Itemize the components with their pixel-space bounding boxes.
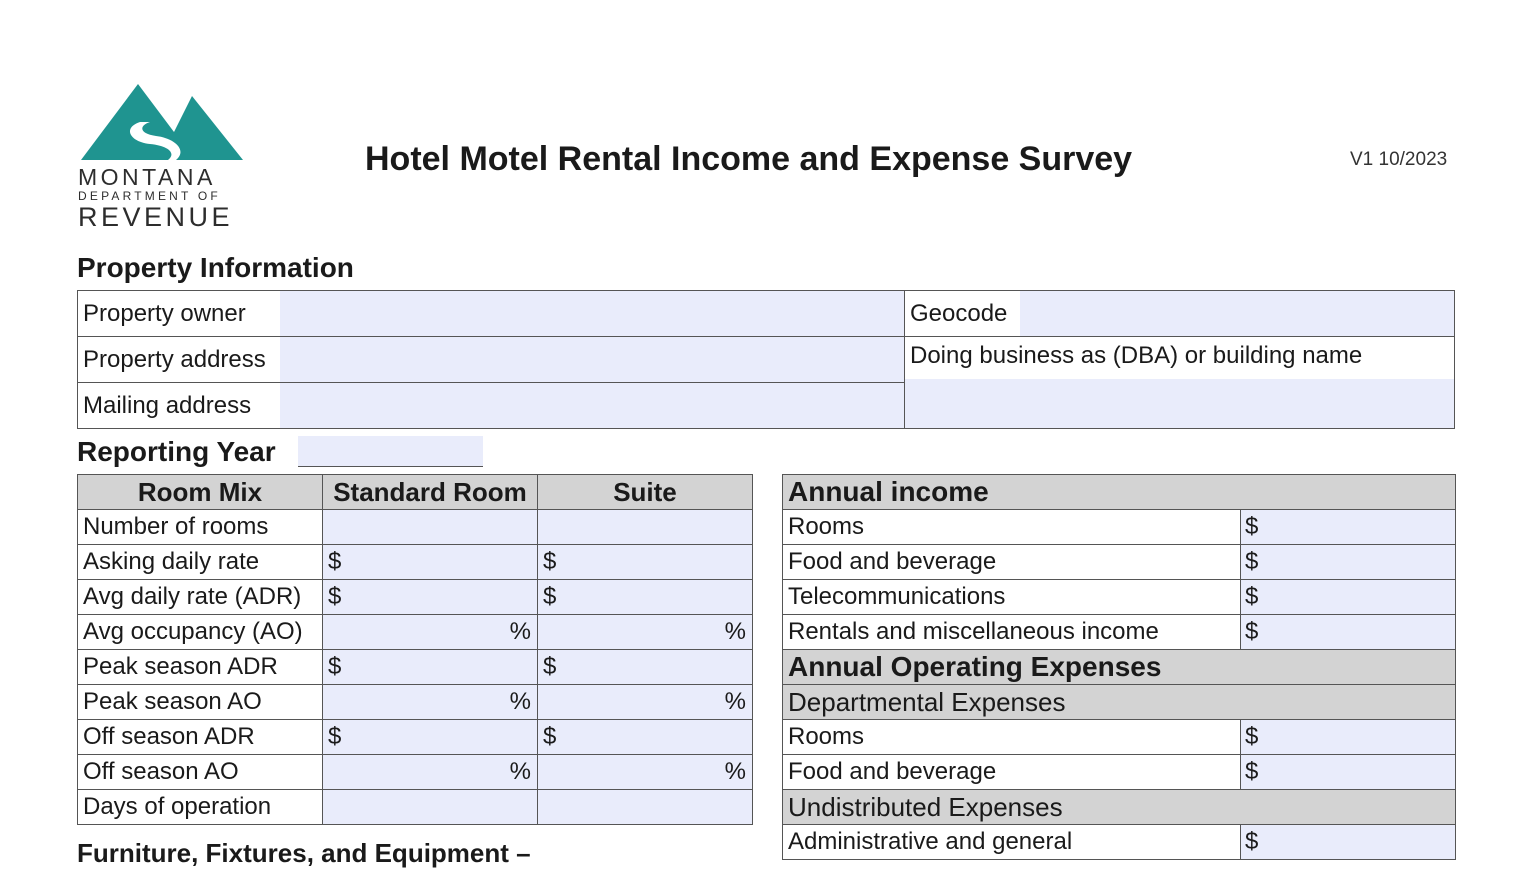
standard-asking-rate-field[interactable]: [323, 545, 538, 580]
row-label: Food and beverage: [783, 755, 1241, 790]
property-address-field[interactable]: [280, 337, 904, 382]
standard-ao-field[interactable]: [323, 615, 538, 650]
version-label: V1 10/2023: [1350, 149, 1448, 170]
expense-rooms-field[interactable]: [1241, 720, 1456, 755]
row-label: Rentals and miscellaneous income: [783, 615, 1241, 650]
percent-suffix: %: [724, 758, 746, 785]
percent-suffix: %: [724, 618, 746, 645]
logo-line-revenue: REVENUE: [78, 202, 234, 232]
row-label: Peak season ADR: [78, 650, 323, 685]
logo-line-montana: MONTANA: [78, 164, 216, 190]
percent-suffix: %: [509, 688, 531, 715]
expense-food-field[interactable]: [1241, 755, 1456, 790]
table-row: [783, 720, 1456, 755]
suite-peak-adr-field[interactable]: [538, 650, 753, 685]
operating-expenses-heading: Annual Operating Expenses: [783, 650, 1456, 685]
row-label: Rooms: [783, 510, 1241, 545]
table-row: [783, 615, 1456, 650]
suite-number-of-rooms-field[interactable]: [538, 510, 753, 545]
room-mix-table: [77, 474, 753, 825]
table-row: [783, 755, 1456, 790]
table-row: [78, 580, 753, 615]
geocode-field[interactable]: [1020, 291, 1454, 336]
dollar-prefix: $: [328, 653, 342, 680]
standard-off-ao-field[interactable]: [323, 755, 538, 790]
table-row: [783, 545, 1456, 580]
table-row: [783, 580, 1456, 615]
dba-field[interactable]: [905, 379, 1454, 428]
dollar-prefix: $: [1245, 583, 1259, 610]
row-label: Telecommunications: [783, 580, 1241, 615]
standard-adr-field[interactable]: [323, 580, 538, 615]
montana-dor-logo: [78, 82, 248, 232]
table-row: [78, 650, 753, 685]
table-row: [78, 720, 753, 755]
suite-peak-ao-field[interactable]: [538, 685, 753, 720]
row-label: Days of operation: [78, 790, 323, 825]
table-row: [78, 755, 753, 790]
income-food-field[interactable]: [1241, 545, 1456, 580]
dollar-prefix: $: [1245, 513, 1259, 540]
row-label: Avg occupancy (AO): [78, 615, 323, 650]
table-row: [783, 510, 1456, 545]
reporting-year-label: Reporting Year: [77, 436, 276, 467]
departmental-expenses-heading: Departmental Expenses: [783, 685, 1456, 720]
property-owner-field[interactable]: [280, 291, 904, 336]
suite-header: Suite: [538, 475, 753, 510]
property-right-column: [904, 291, 1454, 428]
standard-days-field[interactable]: [323, 790, 538, 825]
dba-label: Doing business as (DBA) or building name: [910, 342, 1363, 369]
undistributed-expenses-heading: Undistributed Expenses: [783, 790, 1456, 825]
standard-room-header: Standard Room: [323, 475, 538, 510]
standard-number-of-rooms-field[interactable]: [323, 510, 538, 545]
mailing-address-row: [78, 383, 904, 428]
document-title: Hotel Motel Rental Income and Expense Survey: [365, 140, 1133, 178]
standard-off-adr-field[interactable]: [323, 720, 538, 755]
row-label: Off season AO: [78, 755, 323, 790]
income-telecom-field[interactable]: [1241, 580, 1456, 615]
geocode-row: [905, 291, 1454, 337]
dollar-prefix: $: [328, 583, 342, 610]
suite-adr-field[interactable]: [538, 580, 753, 615]
row-label: Asking daily rate: [78, 545, 323, 580]
dollar-prefix: $: [1245, 723, 1259, 750]
suite-off-ao-field[interactable]: [538, 755, 753, 790]
property-info-table: [77, 290, 1455, 429]
expense-admin-field[interactable]: [1241, 825, 1456, 860]
income-rentals-field[interactable]: [1241, 615, 1456, 650]
percent-suffix: %: [509, 758, 531, 785]
reporting-year-field[interactable]: [298, 436, 483, 467]
furniture-heading: Furniture, Fixtures, and Equipment –: [77, 838, 531, 868]
dollar-prefix: $: [543, 653, 557, 680]
suite-ao-field[interactable]: [538, 615, 753, 650]
table-row: [78, 790, 753, 825]
property-address-row: [78, 337, 904, 383]
mailing-address-field[interactable]: [280, 383, 904, 428]
income-rooms-field[interactable]: [1241, 510, 1456, 545]
table-row: [78, 545, 753, 580]
annual-income-heading: Annual income: [783, 475, 1456, 510]
row-label: Avg daily rate (ADR): [78, 580, 323, 615]
percent-suffix: %: [509, 618, 531, 645]
logo-line-department: DEPARTMENT OF: [78, 189, 221, 203]
table-row: [78, 615, 753, 650]
percent-suffix: %: [724, 688, 746, 715]
standard-peak-adr-field[interactable]: [323, 650, 538, 685]
dollar-prefix: $: [328, 548, 342, 575]
dollar-prefix: $: [1245, 758, 1259, 785]
table-row: [78, 685, 753, 720]
dollar-prefix: $: [1245, 548, 1259, 575]
table-row: [78, 510, 753, 545]
dollar-prefix: $: [1245, 828, 1259, 855]
property-info-heading: Property Information: [77, 252, 354, 283]
row-label: Administrative and general: [783, 825, 1241, 860]
row-label: Peak season AO: [78, 685, 323, 720]
property-address-label: Property address: [83, 346, 266, 373]
mailing-address-label: Mailing address: [83, 392, 252, 419]
table-row: [783, 825, 1456, 860]
property-owner-row: [78, 291, 904, 337]
suite-asking-rate-field[interactable]: [538, 545, 753, 580]
row-label: Number of rooms: [78, 510, 323, 545]
dollar-prefix: $: [328, 723, 342, 750]
mountain-logo-icon: [78, 82, 248, 164]
dollar-prefix: $: [543, 548, 557, 575]
income-expense-table: [782, 474, 1456, 860]
row-label: Food and beverage: [783, 545, 1241, 580]
room-mix-header-row: [78, 475, 753, 510]
dollar-prefix: $: [543, 583, 557, 610]
row-label: Off season ADR: [78, 720, 323, 755]
row-label: Rooms: [783, 720, 1241, 755]
dollar-prefix: $: [543, 723, 557, 750]
suite-days-field[interactable]: [538, 790, 753, 825]
property-owner-label: Property owner: [83, 300, 246, 327]
dollar-prefix: $: [1245, 618, 1259, 645]
room-mix-header: Room Mix: [78, 475, 323, 510]
standard-peak-ao-field[interactable]: [323, 685, 538, 720]
geocode-label: Geocode: [910, 300, 1008, 327]
suite-off-adr-field[interactable]: [538, 720, 753, 755]
